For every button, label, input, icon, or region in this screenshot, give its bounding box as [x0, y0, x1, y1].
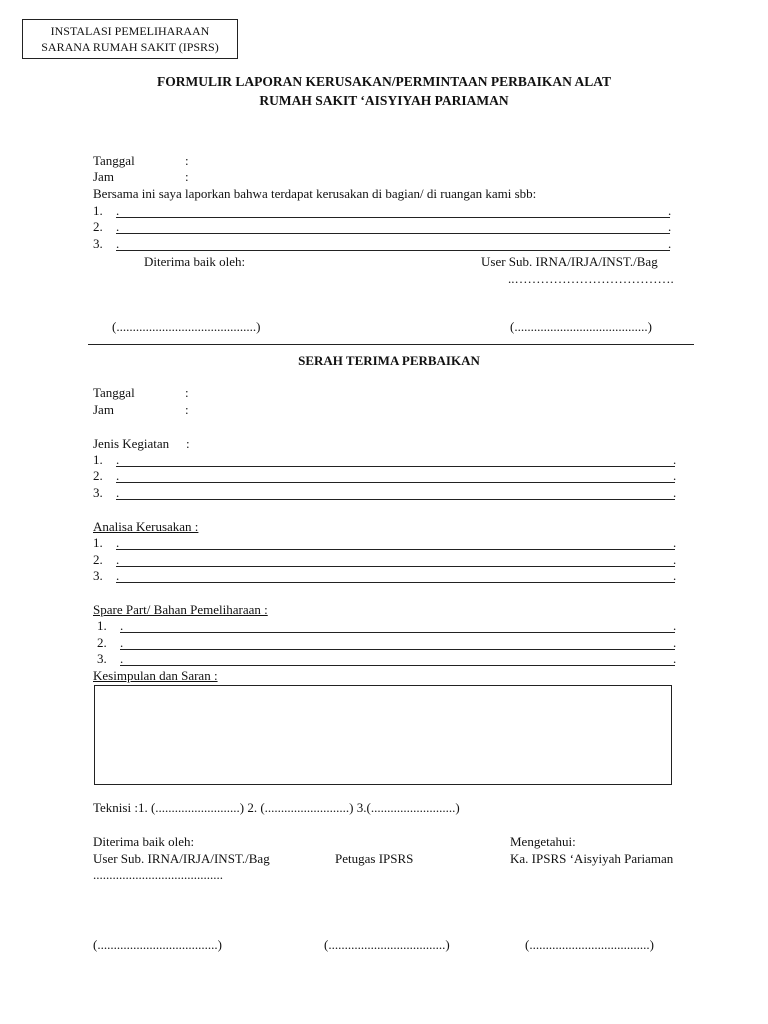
kesimpulan-label: Kesimpulan dan Saran : [93, 668, 218, 683]
jenis-item-dot-3: . [116, 485, 120, 500]
spare-item-line-3[interactable] [120, 665, 675, 666]
report-item-end-dot-2: . [668, 219, 672, 234]
jam-colon: : [185, 169, 189, 184]
jenis-item-dot-2: . [116, 468, 120, 483]
report-item-line-2[interactable] [116, 233, 670, 234]
report-item-number-1: 1. [93, 203, 103, 218]
analisa-item-dot-2: . [116, 552, 120, 567]
jenis-item-dot-1: . [116, 452, 120, 467]
spare-item-end-dot-2: . [673, 635, 677, 650]
user-sub-label: User Sub. IRNA/IRJA/INST./Bag [481, 254, 658, 269]
signature-user: (.....................................) [93, 937, 222, 952]
report-item-number-3: 3. [93, 236, 103, 251]
signature-ka-ipsrs: (.....................................) [525, 937, 654, 952]
jenis-item-line-1[interactable] [116, 466, 675, 467]
spare-part-label: Spare Part/ Bahan Pemeliharaan : [93, 602, 268, 617]
ka-ipsrs-label: Ka. IPSRS ‘Aisyiyah Pariaman [510, 851, 674, 866]
jenis-item-number-3: 3. [93, 485, 103, 500]
section-divider [88, 344, 694, 345]
institution-box [22, 19, 238, 59]
jenis-item-line-2[interactable] [116, 482, 675, 483]
analisa-label: Analisa Kerusakan : [93, 519, 199, 534]
report-item-dot-3: . [116, 236, 120, 251]
kesimpulan-textarea[interactable] [94, 685, 672, 785]
received-by-label: Diterima baik oleh: [144, 254, 246, 269]
report-item-line-3[interactable] [116, 250, 670, 251]
handover-jam-colon: : [185, 402, 189, 417]
analisa-item-end-dot-1: . [673, 535, 677, 550]
spare-item-number-3: 3. [97, 651, 107, 666]
jenis-kegiatan-colon: : [186, 436, 190, 451]
tanggal-colon: : [185, 153, 189, 168]
analisa-item-number-1: 1. [93, 535, 103, 550]
jenis-item-end-dot-3: . [673, 485, 677, 500]
analisa-item-number-2: 2. [93, 552, 103, 567]
spare-item-end-dot-3: . [673, 651, 677, 666]
handover-tanggal-colon: : [185, 385, 189, 400]
damage-statement: Bersama ini saya laporkan bahwa terdapat kerusakan di bagian/ di ruangan kami sbb: [93, 186, 537, 201]
user-sub-dots: ..………………………………. [508, 271, 674, 286]
institution-line-2: SARANA RUMAH SAKIT (IPSRS) [41, 40, 219, 54]
handover-user-sub: User Sub. IRNA/IRJA/INST./Bag [93, 851, 270, 866]
jenis-item-number-2: 2. [93, 468, 103, 483]
spare-item-number-1: 1. [97, 618, 107, 633]
petugas-ipsrs-label: Petugas IPSRS [335, 851, 414, 866]
analisa-item-dot-3: . [116, 568, 120, 583]
spare-item-number-2: 2. [97, 635, 107, 650]
report-item-end-dot-1: . [668, 203, 672, 218]
signature-right: (.........................................) [510, 319, 652, 334]
jam-label: Jam [93, 169, 114, 184]
handover-jam-label: Jam [93, 402, 114, 417]
form-title-line-1: FORMULIR LAPORAN KERUSAKAN/PERMINTAAN PERBAIKAN ALAT [156, 74, 612, 89]
spare-item-dot-2: . [120, 635, 124, 650]
spare-item-line-2[interactable] [120, 649, 675, 650]
analisa-item-line-2[interactable] [116, 566, 675, 567]
analisa-item-end-dot-3: . [673, 568, 677, 583]
report-item-dot-1: . [116, 203, 120, 218]
report-item-end-dot-3: . [668, 236, 672, 251]
analisa-item-number-3: 3. [93, 568, 103, 583]
jenis-item-line-3[interactable] [116, 499, 675, 500]
spare-item-dot-3: . [120, 651, 124, 666]
report-item-dot-2: . [116, 219, 120, 234]
signature-petugas: (....................................) [324, 937, 450, 952]
analisa-item-end-dot-2: . [673, 552, 677, 567]
teknisi-line: Teknisi :1. (..........................) 2. (..........................) 3.(..........................) [93, 800, 460, 815]
jenis-kegiatan-label: Jenis Kegiatan [93, 436, 170, 451]
report-item-number-2: 2. [93, 219, 103, 234]
handover-heading: SERAH TERIMA PERBAIKAN [298, 353, 480, 368]
handover-received-by: Diterima baik oleh: [93, 834, 195, 849]
form-title-line-2: RUMAH SAKIT ‘AISYIYAH PARIAMAN [259, 93, 509, 108]
jenis-item-end-dot-2: . [673, 468, 677, 483]
analisa-item-line-1[interactable] [116, 549, 675, 550]
jenis-item-end-dot-1: . [673, 452, 677, 467]
spare-item-line-1[interactable] [120, 632, 675, 633]
handover-user-dots: ........................................ [93, 867, 223, 882]
report-item-line-1[interactable] [116, 217, 670, 218]
jenis-item-number-1: 1. [93, 452, 103, 467]
mengetahui-label: Mengetahui: [510, 834, 576, 849]
signature-left: (...........................................) [112, 319, 261, 334]
institution-line-1: INSTALASI PEMELIHARAAN [50, 24, 210, 38]
spare-item-dot-1: . [120, 618, 124, 633]
analisa-item-dot-1: . [116, 535, 120, 550]
analisa-item-line-3[interactable] [116, 582, 675, 583]
handover-tanggal-label: Tanggal [93, 385, 135, 400]
tanggal-label: Tanggal [93, 153, 135, 168]
spare-item-end-dot-1: . [673, 618, 677, 633]
